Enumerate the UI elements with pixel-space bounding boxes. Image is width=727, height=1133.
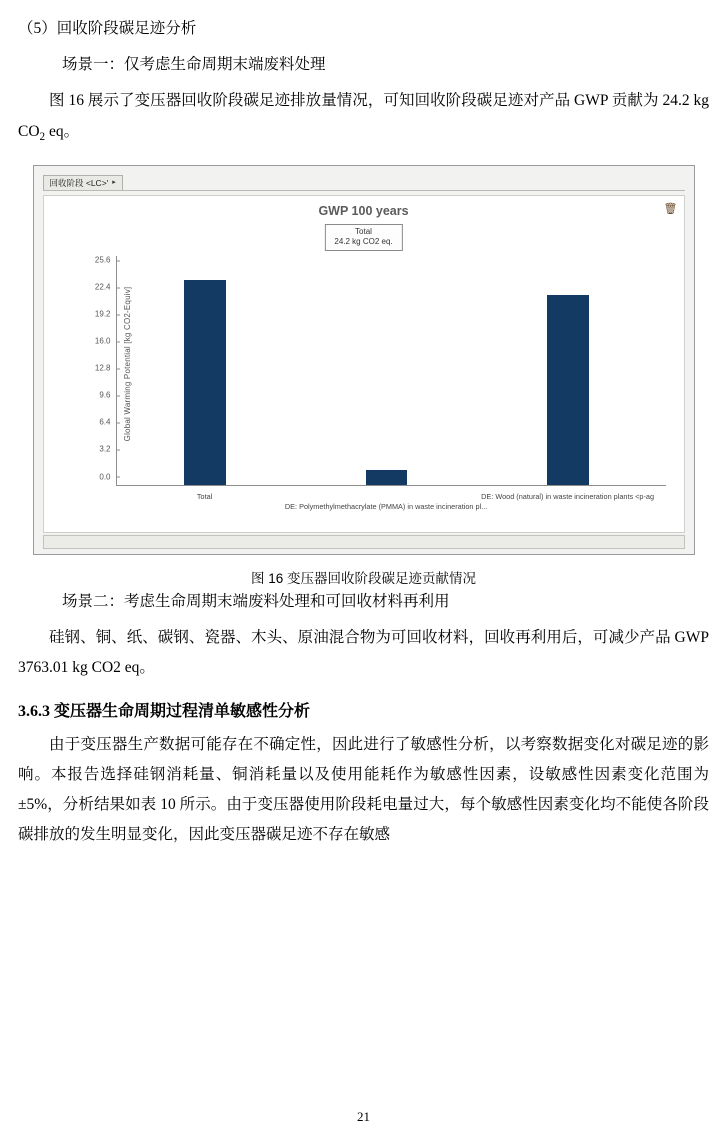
y-tick-label: 12.8 xyxy=(95,364,116,373)
y-tick-label: 9.6 xyxy=(99,391,115,400)
y-tick-label: 0.0 xyxy=(99,472,115,481)
x-tick-label: DE: Wood (natural) in waste incineration plants <p-ag xyxy=(481,491,655,501)
plot-area xyxy=(94,255,666,511)
bar-total xyxy=(184,280,225,484)
y-tick-label: 6.4 xyxy=(99,418,115,427)
paragraph-2: 硅钢、铜、纸、碳钢、瓷器、木头、原油混合物为可回收材料，回收再利用后，可减少产品 GWP 3763.01 kg CO2 eq。 xyxy=(18,628,709,676)
y-tick-label: 3.2 xyxy=(99,445,115,454)
page-number: 21 xyxy=(357,1109,370,1124)
scene-2-text: 场景二：考虑生命周期末端废料处理和可回收材料再利用 xyxy=(62,592,450,610)
scene-1-text: 场景一：仅考虑生命周期末端废料处理 xyxy=(62,56,326,74)
paragraph-1-main: 图 16 展示了变压器回收阶段碳足迹排放量情况，可知回收阶段碳足迹对产品 GWP 贡献为 24.2 kg CO xyxy=(18,92,709,140)
figure-16 xyxy=(18,165,709,555)
y-axis-title: Global Warming Potential [kg CO2-Equiv] xyxy=(122,286,132,441)
paragraph-1-tail: eq。 xyxy=(45,122,80,140)
chart-title: GWP 100 years xyxy=(318,203,409,218)
y-tick-label: 19.2 xyxy=(95,310,116,319)
lca-chart-window xyxy=(33,165,695,555)
x-tick-label: DE: Polymethylmethacrylate (PMMA) in waste incineration pl... xyxy=(284,501,488,511)
total-callout-label: Total xyxy=(355,226,372,236)
paragraph-3: 由于变压器生产数据可能存在不确定性，因此进行了敏感性分析，以考察数据变化对碳足迹的影响。本报告选择硅钢消耗量、铜消耗量以及使用能耗作为敏感性因素，设敏感性因素变化范围为±5%，分析结果如表 10 所示。由于变压器使用阶段耗电量过大，每个敏感性因素变化均不能使各阶段碳排放的发生明显变化，因此变压器碳足迹不存在敏感 xyxy=(18,735,709,844)
y-axis-line xyxy=(116,256,117,486)
x-axis-line xyxy=(116,485,666,486)
section-heading-1: （5）回收阶段碳足迹分析 xyxy=(18,20,197,37)
paragraph-1 xyxy=(18,86,709,148)
window-statusbar xyxy=(43,535,685,549)
tab-recycling-stage[interactable] xyxy=(43,175,123,190)
trash-icon[interactable]: 🗑 xyxy=(663,202,678,215)
tab-label: 回收阶段 <LC>' xyxy=(49,177,109,188)
figure-caption: 图 16 变压器回收阶段碳足迹贡献情况 xyxy=(250,570,477,586)
total-callout-value: 24.2 kg CO2 eq. xyxy=(334,236,393,246)
chart-canvas xyxy=(43,195,685,533)
y-tick-label: 16.0 xyxy=(95,337,116,346)
bar-pmma xyxy=(366,470,407,484)
window-tabbar xyxy=(43,173,685,191)
total-callout xyxy=(324,224,402,251)
x-tick-label: Total xyxy=(196,491,213,501)
chevron-right-icon: ▸ xyxy=(112,178,116,186)
y-tick-label: 25.6 xyxy=(95,256,116,265)
section-heading-2: 3.6.3 变压器生命周期过程清单敏感性分析 xyxy=(18,703,311,721)
bar-wood xyxy=(547,295,588,484)
y-tick-label: 22.4 xyxy=(95,283,116,292)
paragraph-1-subscript: 2 xyxy=(39,130,46,143)
